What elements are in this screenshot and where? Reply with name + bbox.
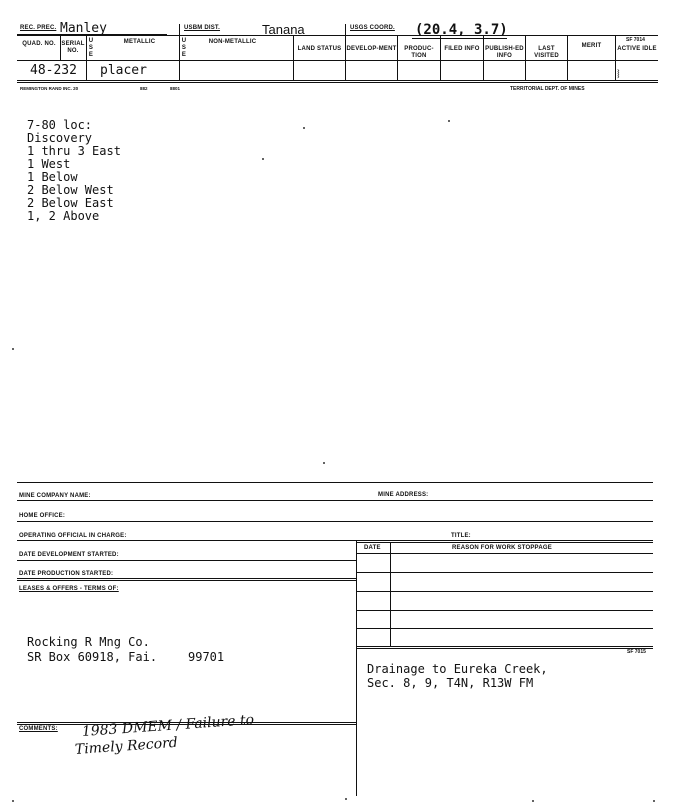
rec-prec-label: REC. PREC. bbox=[20, 25, 57, 31]
rule bbox=[179, 24, 180, 81]
usgs-coord-label: USGS COORD. bbox=[350, 25, 395, 31]
quad-serial-value: 48-232 bbox=[30, 63, 77, 78]
col-metallic: METALLIC bbox=[123, 39, 156, 45]
scan-speck bbox=[323, 462, 325, 464]
date-development-label: DATE DEVELOPMENT STARTED: bbox=[19, 552, 119, 558]
scan-speck bbox=[12, 348, 14, 350]
rule bbox=[86, 36, 87, 81]
agency-name: TERRITORIAL DEPT. OF MINES bbox=[510, 86, 585, 92]
printer-code-2: 8801 bbox=[170, 86, 181, 91]
rule bbox=[356, 646, 653, 647]
rule bbox=[412, 38, 507, 39]
rule bbox=[17, 560, 356, 561]
handwritten-comment-line1: 1983 DMEM / Failure to bbox=[81, 711, 255, 740]
col-active-idle: ACTIVE IDLE bbox=[617, 46, 657, 52]
printer-code-1: 882 bbox=[140, 86, 148, 91]
rule bbox=[440, 36, 441, 81]
date-production-label: DATE PRODUCTION STARTED: bbox=[19, 571, 114, 577]
usgs-coord-value: (20.4, 3.7) bbox=[415, 22, 508, 38]
rule bbox=[356, 648, 653, 649]
rule bbox=[293, 36, 294, 81]
rule bbox=[17, 35, 658, 36]
col-use-right: U S E bbox=[181, 38, 187, 58]
col-last-visited: LAST VISITED bbox=[534, 46, 559, 59]
col-quad-no: QUAD. NO. bbox=[22, 41, 56, 47]
rule bbox=[17, 82, 658, 83]
comments-label: COMMENTS: bbox=[19, 726, 58, 732]
company-zip: 99701 bbox=[188, 650, 225, 664]
operating-official-label: OPERATING OFFICIAL IN CHARGE: bbox=[19, 533, 127, 539]
reason-column-header: REASON FOR WORK STOPPAGE bbox=[452, 545, 552, 551]
company-name: Rocking R Mng Co. bbox=[27, 635, 150, 649]
rule bbox=[615, 36, 616, 81]
scan-speck bbox=[262, 158, 264, 160]
scan-speck bbox=[448, 120, 450, 122]
note-line: Discovery bbox=[27, 131, 93, 145]
note-line: 7-80 loc: bbox=[27, 118, 93, 132]
col-production: PRODUC-TION bbox=[404, 46, 434, 59]
form-number-mid: SF 7015 bbox=[627, 649, 646, 655]
usbm-dist-label: USBM DIST. bbox=[184, 25, 221, 31]
col-use-left: U S E bbox=[88, 38, 94, 58]
rule bbox=[17, 500, 653, 501]
scan-speck bbox=[532, 800, 534, 802]
mine-company-name-label: MINE COMPANY NAME: bbox=[19, 493, 91, 499]
rule bbox=[356, 628, 653, 629]
rule bbox=[17, 60, 658, 61]
handwritten-comment-line2: Timely Record bbox=[74, 734, 179, 758]
drainage-note: Drainage to Eureka Creek, bbox=[367, 662, 548, 676]
metallic-value: placer bbox=[100, 63, 147, 78]
scan-speck bbox=[345, 798, 347, 800]
mine-address-label: MINE ADDRESS: bbox=[378, 492, 429, 498]
rec-prec-value: Manley bbox=[60, 21, 107, 36]
location-notes-list bbox=[27, 119, 121, 223]
col-land-status: LAND STATUS bbox=[297, 46, 342, 52]
note-line: 1 Below bbox=[27, 170, 78, 184]
col-development: DEVELOP-MENT bbox=[346, 46, 397, 52]
title-label: TITLE: bbox=[451, 533, 471, 539]
active-idle-mark: ⧘ bbox=[617, 67, 620, 82]
note-line: 1 West bbox=[27, 157, 71, 171]
rule bbox=[356, 553, 653, 554]
rule bbox=[356, 542, 653, 543]
section-note: Sec. 8, 9, T4N, R13W FM bbox=[367, 676, 534, 690]
leases-offers-label: LEASES & OFFERS - TERMS OF: bbox=[19, 586, 119, 592]
rule bbox=[390, 542, 391, 647]
printer-mark: REMINGTON RAND INC. 20 bbox=[20, 86, 79, 91]
scan-speck bbox=[653, 800, 655, 802]
col-merit: MERIT bbox=[581, 43, 602, 49]
col-non-metallic: NON-METALLIC bbox=[208, 39, 257, 45]
rule bbox=[356, 591, 653, 592]
note-line: 1 thru 3 East bbox=[27, 144, 121, 158]
scan-speck bbox=[12, 800, 14, 802]
col-filed-info: FILED INFO bbox=[444, 46, 480, 52]
scan-speck bbox=[303, 127, 305, 129]
date-column-header: DATE bbox=[364, 545, 381, 551]
rule bbox=[17, 578, 356, 579]
rule bbox=[356, 610, 653, 611]
col-serial-no: SERIAL NO. bbox=[61, 41, 85, 54]
note-line: 2 Below East bbox=[27, 196, 114, 210]
rule bbox=[17, 80, 658, 81]
company-address: SR Box 60918, Fai. bbox=[27, 650, 158, 664]
usbm-dist-value: Tanana bbox=[262, 22, 305, 37]
home-office-label: HOME OFFICE: bbox=[19, 513, 66, 519]
rule bbox=[17, 482, 653, 483]
rule bbox=[356, 541, 357, 796]
rule bbox=[17, 540, 653, 541]
note-line: 2 Below West bbox=[27, 183, 114, 197]
form-number-top: SF 7014 bbox=[626, 37, 645, 43]
note-line: 1, 2 Above bbox=[27, 209, 100, 223]
rule bbox=[17, 580, 356, 581]
rule bbox=[356, 572, 653, 573]
col-published-info: PUBLISH-ED INFO bbox=[485, 46, 524, 59]
rule bbox=[17, 521, 653, 522]
